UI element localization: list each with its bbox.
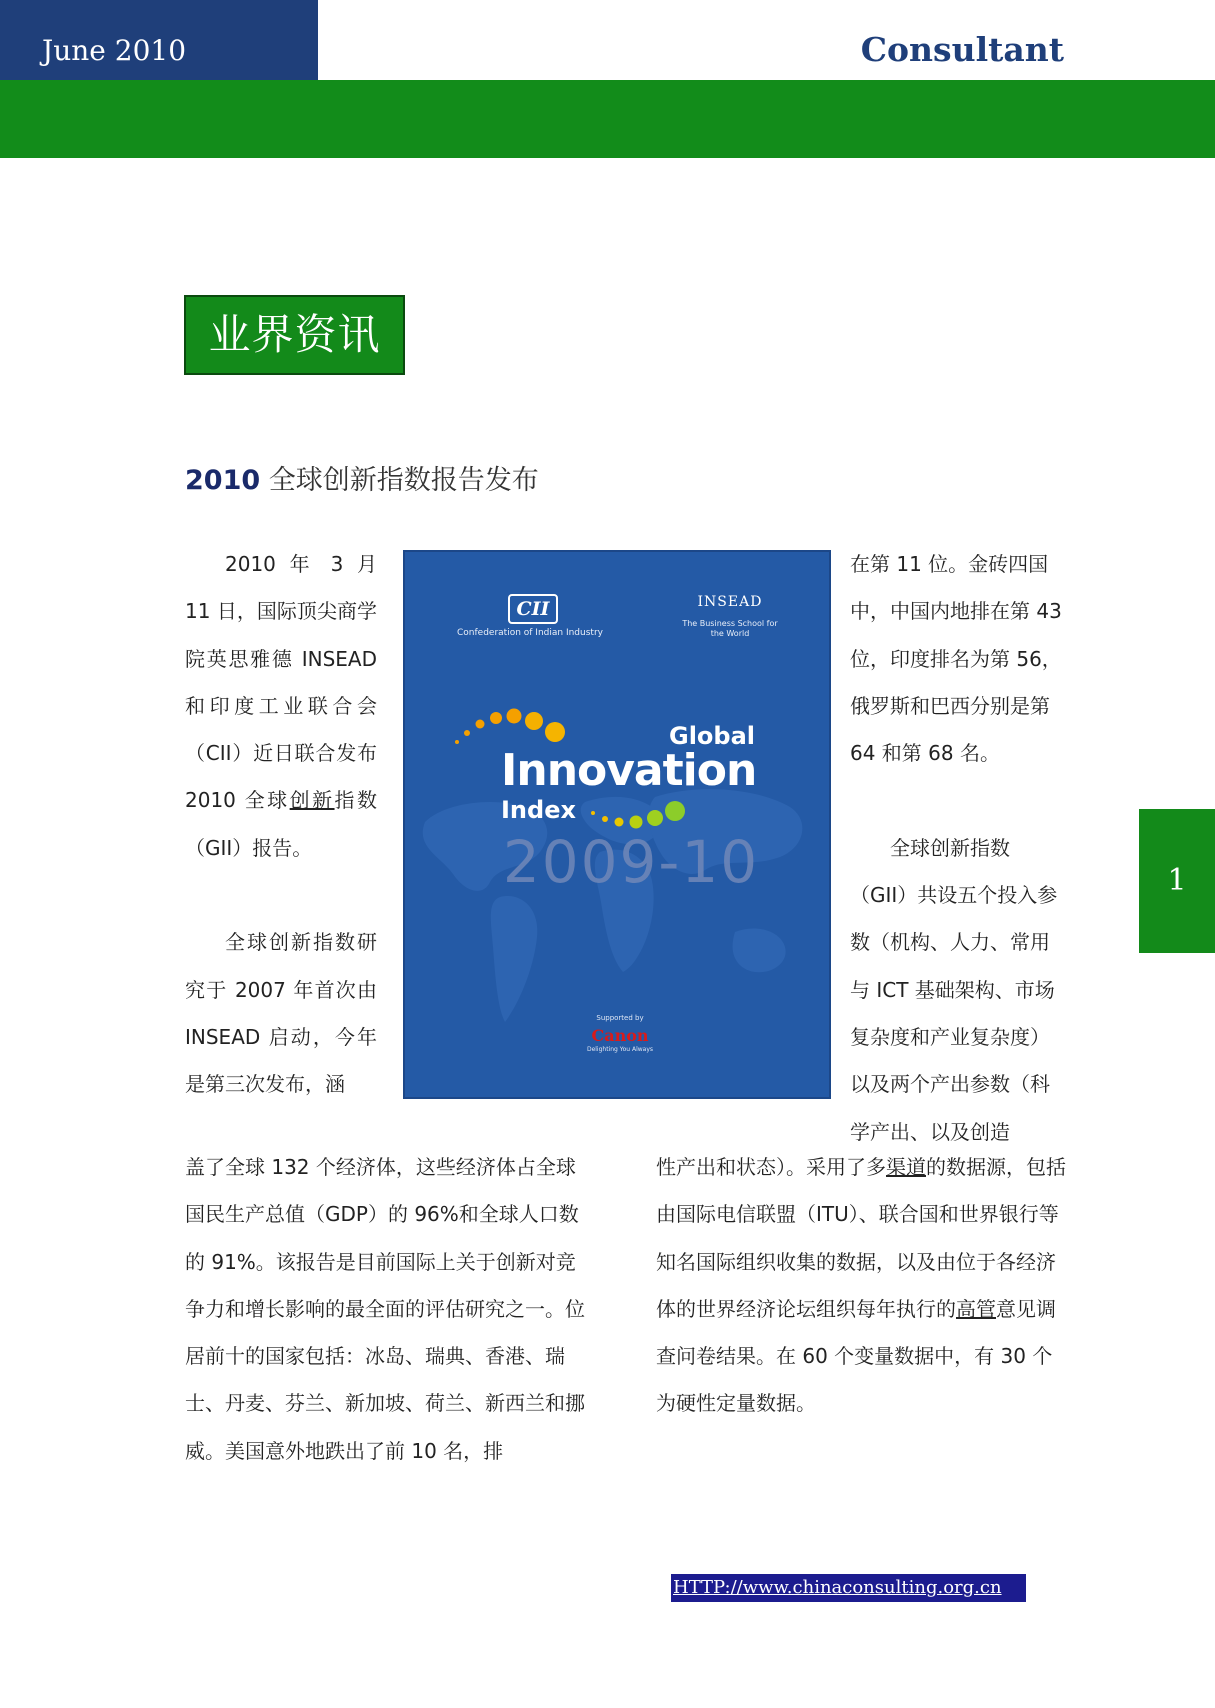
cover-title-innovation: Innovation bbox=[501, 745, 757, 796]
underlined-term: 高管 bbox=[956, 1296, 996, 1321]
column-right-bottom bbox=[656, 1144, 1068, 1428]
world-map-icon bbox=[423, 789, 803, 1022]
underlined-term: 创新 bbox=[289, 788, 335, 813]
header-date: June 2010 bbox=[0, 0, 318, 80]
orange-dots-icon bbox=[455, 709, 565, 745]
underlined-term: 渠道 bbox=[886, 1155, 926, 1179]
insead-tagline: The Business School for the World bbox=[682, 619, 778, 638]
report-cover-image bbox=[403, 550, 831, 1099]
article-title-year: 2010 bbox=[185, 465, 261, 496]
paragraph-brics: 在第 11 位。金砖四国中，中国内地排在第 43 位，印度排名为第 56，俄罗斯和巴西分别是第 64 和第 68 名。 bbox=[850, 552, 1062, 766]
paragraph-data-sources bbox=[656, 1144, 1068, 1428]
cover-title-global: Global bbox=[669, 722, 756, 750]
cover-year: 2009-10 bbox=[502, 828, 760, 896]
sources-text-2: 的数据源，包括由国际电信联盟（ITU）、联合国和世界银行等知名国际组织收集的数据，以及由位于各经济体的世界经济论坛组织每年执行的 bbox=[656, 1155, 1066, 1321]
column-left-bottom bbox=[185, 1144, 593, 1475]
sources-text-3: 意见调查问卷结果。在 60 个变量数据中，有 30 个为硬性定量数据。 bbox=[656, 1296, 1056, 1416]
paragraph-intro-text: 2010 年 3 月 11 日，国际顶尖商学院英思雅德 INSEAD 和印度工业联合会（CII）近日联合发布 2010 全球 bbox=[185, 552, 377, 813]
paragraph-history: 全球创新指数研究于 2007 年首次由 INSEAD 启动，今年是第三次发布，涵 bbox=[185, 930, 377, 1097]
sponsor-tagline: Delighting You Always bbox=[586, 1046, 654, 1053]
article-title bbox=[185, 458, 539, 497]
insead-logo: INSEAD bbox=[697, 594, 763, 610]
paragraph-intro bbox=[185, 541, 377, 872]
sources-text-1: 性产出和状态）。采用了多 bbox=[656, 1155, 886, 1179]
column-right-top bbox=[850, 541, 1065, 1156]
header-brand: Consultant bbox=[860, 30, 1064, 69]
cover-title-index: Index bbox=[501, 796, 576, 824]
paragraph-parameters: 全球创新指数（GII）共设五个投入参数（机构、人力、常用与 ICT 基础架构、市场复杂度和产业复杂度）以及两个产出参数（科学产出、以及创造 bbox=[850, 835, 1058, 1144]
sponsor-logo: Canon bbox=[591, 1026, 649, 1045]
column-left-top bbox=[185, 541, 377, 1109]
footer-url-link[interactable]: HTTP://www.chinaconsulting.org.cn bbox=[671, 1574, 1026, 1602]
page-number-tab: 1 bbox=[1139, 809, 1215, 953]
cii-logo: CII bbox=[508, 594, 558, 624]
paragraph-intro-tail: 指数（GII）报告。 bbox=[185, 788, 378, 860]
article-title-text: 全球创新指数报告发布 bbox=[268, 465, 539, 496]
paragraph-coverage: 盖了全球 132 个经济体，这些经济体占全球国民生产总值（GDP）的 96%和全球人口数的 91%。该报告是目前国际上关于创新对竞争力和增长影响的最全面的评估研究之一。位居前十的国家包括：冰岛、瑞典、香港、瑞士、丹麦、芬兰、新加坡、荷兰、新西兰和挪威。美国意外地跌出了前 10 名，排 bbox=[185, 1155, 585, 1463]
header-green-band bbox=[0, 80, 1215, 158]
section-title: 业界资讯 bbox=[184, 295, 405, 375]
cover-supported-by: Supported by bbox=[596, 1014, 644, 1022]
cii-name: Confederation of Indian Industry bbox=[457, 628, 603, 638]
